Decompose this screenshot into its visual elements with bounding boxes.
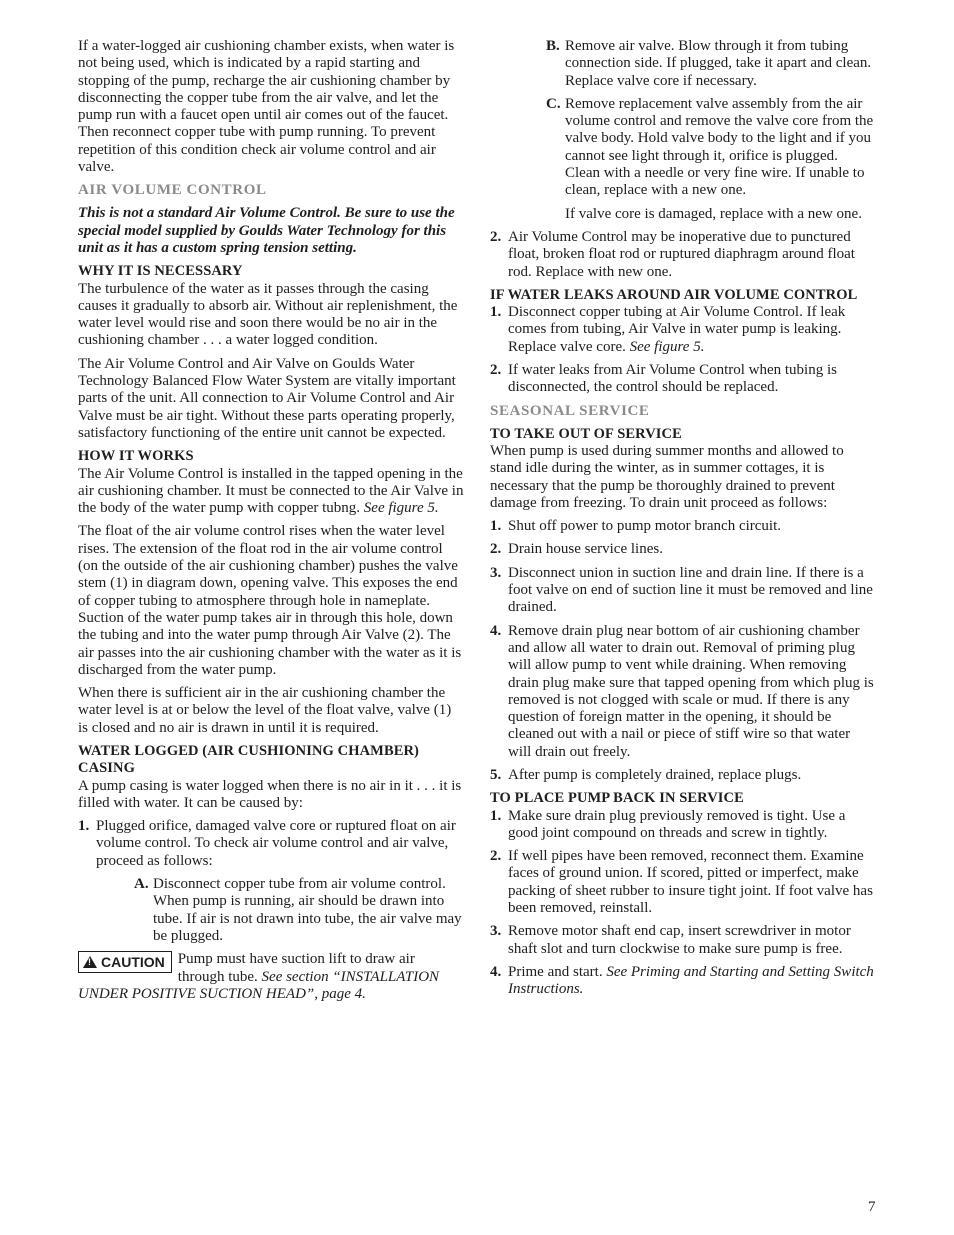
list-item	[490, 541, 875, 558]
list-item	[490, 767, 875, 784]
sub-list-item	[134, 876, 464, 945]
how-it-works-text: The Air Volume Control is installed in the tapped opening in the air cushioning chamber. It must be connected to the Air Valve in the body of the water pump with copper tubng.	[78, 465, 464, 517]
air-volume-control-note: This is not a standard Air Volume Control. Be sure to use the special model supplied by Goulds Water Technology for this unit as it has a custom spring tension setting.	[78, 205, 455, 256]
caution-label: CAUTION	[101, 954, 165, 971]
warning-triangle-icon	[83, 956, 97, 968]
water-leaks-heading: IF WATER LEAKS AROUND AIR VOLUME CONTROL	[490, 286, 858, 303]
list-item	[78, 818, 464, 870]
how-it-works-paragraph-3: When there is sufficient air in the air cushioning chamber the water level is at or below the level of the float valve, valve (1) is closed and no air is drawn in until it is required.	[78, 685, 452, 736]
intro-paragraph: If a water-logged air cushioning chamber exists, when water is not being used, which is indicated by a rapid starting and stopping of the pump, recharge the air cushioning chamber by disconnecting the copper tube from the air valve, and let the pump run with a faucet open until air comes out of the faucet. Then reconnect copper tube with pump running. To prevent repetition of this condition check air volume control and air valve.	[78, 38, 455, 176]
list-item	[490, 923, 875, 958]
instructions-reference: See Priming and Starting and Setting Switch Instructions.	[508, 963, 874, 998]
caution-text: Pump must have suction lift to draw air through tube.	[177, 951, 415, 985]
list-item	[490, 565, 875, 617]
air-volume-control-heading: AIR VOLUME CONTROL	[78, 182, 267, 199]
list-letter: B.	[546, 38, 560, 54]
list-item	[490, 623, 875, 761]
sub-list-item-text: Disconnect copper tube from air volume control. When pump is running, air should be drawn into tube. If air is not drawn into tube, the air valve may be plugged.	[153, 876, 462, 944]
list-item	[490, 808, 875, 843]
caution-reference: See section “INSTALLATION UNDER POSITIVE SUCTION HEAD”, page 4.	[78, 968, 440, 1002]
how-it-works-paragraph-1	[78, 466, 464, 518]
sub-list-item	[546, 96, 875, 200]
seasonal-service-heading: SEASONAL SERVICE	[490, 402, 650, 419]
right-column	[490, 38, 875, 1005]
why-necessary-heading: WHY IT IS NECESSARY	[78, 263, 243, 280]
list-number: 2.	[490, 848, 502, 865]
list-number: 1.	[490, 304, 502, 321]
list-number: 4.	[490, 622, 502, 639]
list-item-text: If water leaks from Air Volume Control when tubing is disconnected, the control should be replaced.	[508, 362, 837, 396]
list-number: 3.	[490, 564, 502, 581]
list-number: 1.	[78, 818, 90, 835]
caution-badge	[78, 951, 172, 973]
list-item-text: Plugged orifice, damaged valve core or ruptured float on air volume control. To check air volume control and air valve, proceed as follows:	[96, 818, 456, 869]
list-item-text: Disconnect union in suction line and drain line. If there is a foot valve on end of suction line it must be removed and line drained.	[508, 564, 873, 616]
list-item-text: Air Volume Control may be inoperative due to punctured float, broken float rod or ruptured diaphragm around float rod. Replace with new one.	[508, 228, 855, 280]
figure-reference: See figure 5.	[629, 338, 705, 355]
list-item-text: After pump is completely drained, replace plugs.	[508, 766, 802, 783]
list-number: 3.	[490, 923, 502, 940]
list-number: 2.	[490, 228, 502, 245]
figure-reference: See figure 5.	[363, 500, 439, 517]
list-item	[490, 518, 875, 535]
list-item-text: Remove motor shaft end cap, insert screwdriver in motor shaft slot and turn clockwise to make sure pump is free.	[508, 923, 851, 957]
caution-block	[78, 951, 464, 1003]
list-item-text: Disconnect copper tubing at Air Volume Control. If leak comes from tubing, Air Valve in water pump is leaking. Replace valve core.	[508, 304, 846, 355]
why-necessary-paragraph-1: The turbulence of the water as it passes through the casing causes it gradually to absorb air. Without air replenishment, the water level would rise and soon there would be no air in the cushioning chamber . . . a water logged condition.	[78, 280, 458, 349]
list-number: 1.	[490, 807, 502, 824]
list-item-text: Make sure drain plug previously removed is tight. Use a good joint compound on threads and screw in tightly.	[508, 807, 846, 841]
valve-core-note: If valve core is damaged, replace with a new one.	[565, 205, 862, 222]
how-it-works-paragraph-2: The float of the air volume control rises when the water level rises. The extension of the float rod in the air volume control (on the outside of the air cushioning chamber) pushes the valve stem (1) in diagram down, opening valve. This exposes the end of copper tubing to atmosphere through hole in nameplate. Suction of the water pump takes air in through this hole, down the tubing and into the water pump through Air Valve (2). The air passes into the air cushioning chamber with the water as it is discharged from the water pump.	[78, 523, 462, 678]
list-letter: C.	[546, 95, 561, 112]
list-item	[490, 964, 875, 999]
list-number: 2.	[490, 362, 502, 379]
list-item-text: Remove drain plug near bottom of air cushioning chamber and allow all water to drain out. Removal of priming plug will allow pump to vent while draining. When removing drain plug make sure that tapped opening from which plug is removed is not clogged with scale or mud. If there is any question of foreign matter in the opening, it should be cleaned out with a nail or piece of stiff wire so that water will drain out freely.	[508, 622, 874, 760]
take-out-of-service-heading: TO TAKE OUT OF SERVICE	[490, 425, 682, 442]
list-item-text: Prime and start.	[508, 963, 603, 980]
sub-list-item-text: Remove air valve. Blow through it from tubing connection side. If plugged, take it apart and clean. Replace valve core if necessary.	[565, 38, 872, 89]
take-out-of-service-paragraph: When pump is used during summer months and allowed to stand idle during the winter, as in summer cottages, it is necessary that the pump be thoroughly drained to prevent damage from freezing. To drain unit proceed as follows:	[490, 442, 844, 511]
list-item	[490, 304, 875, 356]
list-number: 1.	[490, 518, 502, 535]
left-column	[78, 38, 464, 1003]
list-item	[490, 362, 875, 397]
how-it-works-heading: HOW IT WORKS	[78, 448, 194, 465]
sub-list-item	[546, 38, 875, 90]
list-number: 2.	[490, 541, 502, 558]
list-number: 4.	[490, 963, 502, 980]
water-logged-heading: WATER LOGGED (AIR CUSHIONING CHAMBER) CASING	[78, 742, 419, 777]
list-letter: A.	[134, 876, 149, 893]
why-necessary-paragraph-2: The Air Volume Control and Air Valve on Goulds Water Technology Balanced Flow Water System are vitally important parts of the unit. All connection to Air Volume Control and Air Valve must be air tight. Without these parts operating properly, satisfactory functioning of the entire unit cannot be expected.	[78, 355, 456, 441]
page-number: 7	[868, 1199, 876, 1215]
list-item	[490, 848, 875, 917]
list-item	[490, 229, 875, 281]
list-item-text: Drain house service lines.	[508, 541, 663, 558]
back-in-service-heading: TO PLACE PUMP BACK IN SERVICE	[490, 790, 744, 807]
list-item-text: Shut off power to pump motor branch circuit.	[508, 518, 782, 535]
list-item-text: If well pipes have been removed, reconnect them. Examine faces of ground union. If scored, pitted or imperfect, make packing of sheet rubber to insure tight joint. If foot valve has been removed, reinstall.	[508, 848, 873, 917]
water-logged-paragraph: A pump casing is water logged when there is no air in it . . . it is filled with water. It can be caused by:	[78, 777, 462, 811]
list-number: 5.	[490, 766, 502, 783]
sub-list-item-text: Remove replacement valve assembly from the air volume control and remove the valve core from the valve body. Hold valve body to the light and if you cannot see light through it, orifice is plugged. Clean with a needle or very fine wire. If unable to clean, replace with a new one.	[565, 95, 874, 199]
